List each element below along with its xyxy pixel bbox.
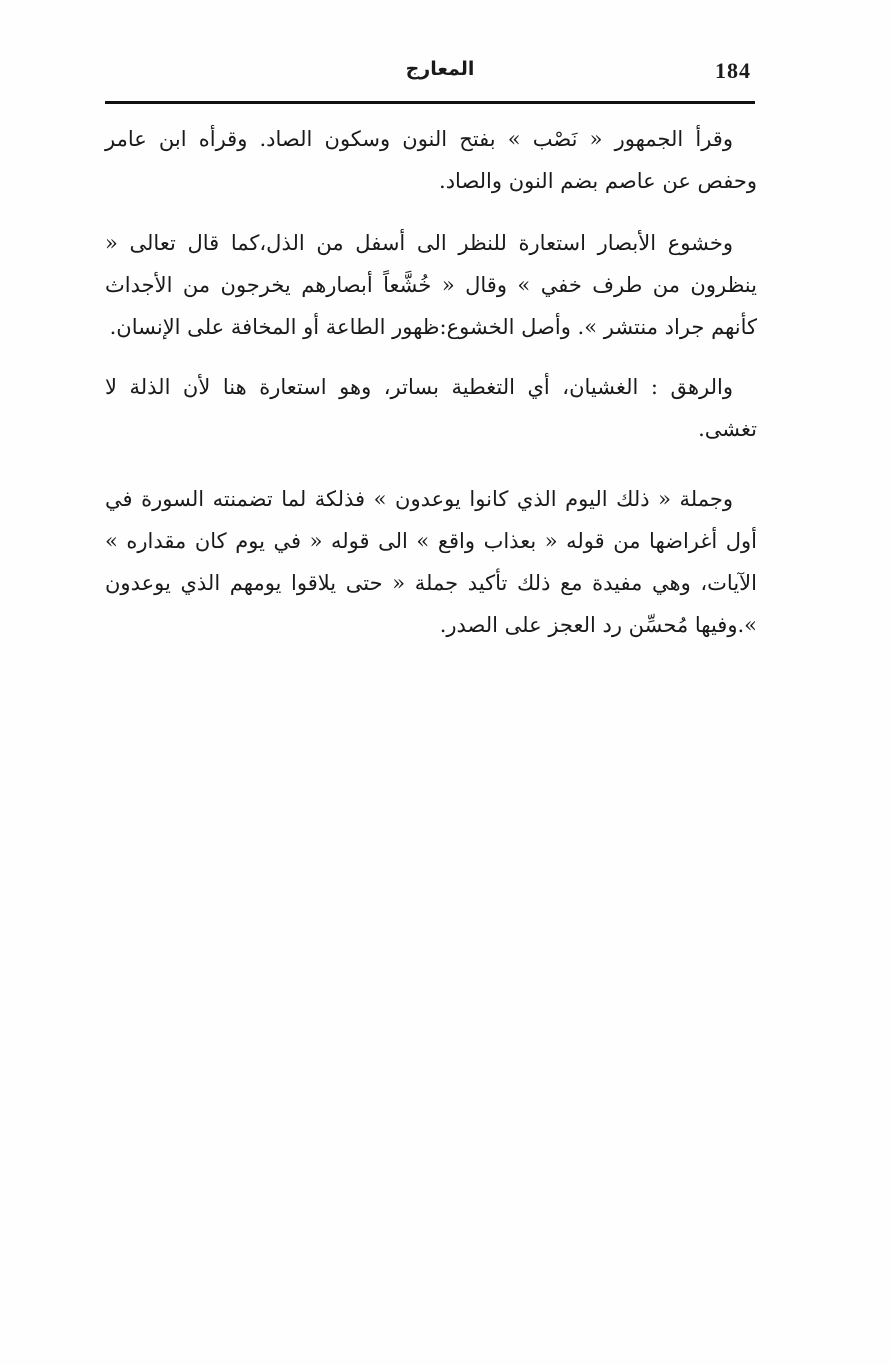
body-text [105, 118, 757, 670]
header-rule [105, 101, 755, 104]
running-title: المعارج [405, 58, 475, 80]
page-header [105, 52, 755, 102]
paragraph: وقرأ الجمهور « نَصْب » بفتح النون وسكون الصاد. وقرأه ابن عامر وحفص عن عاصم بضم النون والصاد. [105, 127, 757, 193]
paragraph: وخشوع الأبصار استعارة للنظر الى أسفل من الذل،كما قال تعالى « ينظرون من طرف خفي » وقال « خُشَّعاً أبصارهم يخرجون من الأجداث كأنهم جراد منتشر ». وأصل الخشوع:ظهور الطاعة أو المخافة على الإنسان. [105, 231, 757, 339]
paragraph: وجملة « ذلك اليوم الذي كانوا يوعدون » فذلكة لما تضمنته السورة في أول أغراضها من قوله « بعذاب واقع » الى قوله « في يوم كان مقداره » الآيات، وهي مفيدة مع ذلك تأكيد جملة « حتى يلاقوا يومهم الذي يوعدون ».وفيها مُحسِّن رد العجز على الصدر. [105, 487, 757, 637]
paragraph: والرهق : الغشيان، أي التغطية بساتر، وهو استعارة هنا لأن الذلة لا تغشى. [105, 375, 757, 441]
page-number: 184 [715, 58, 751, 83]
